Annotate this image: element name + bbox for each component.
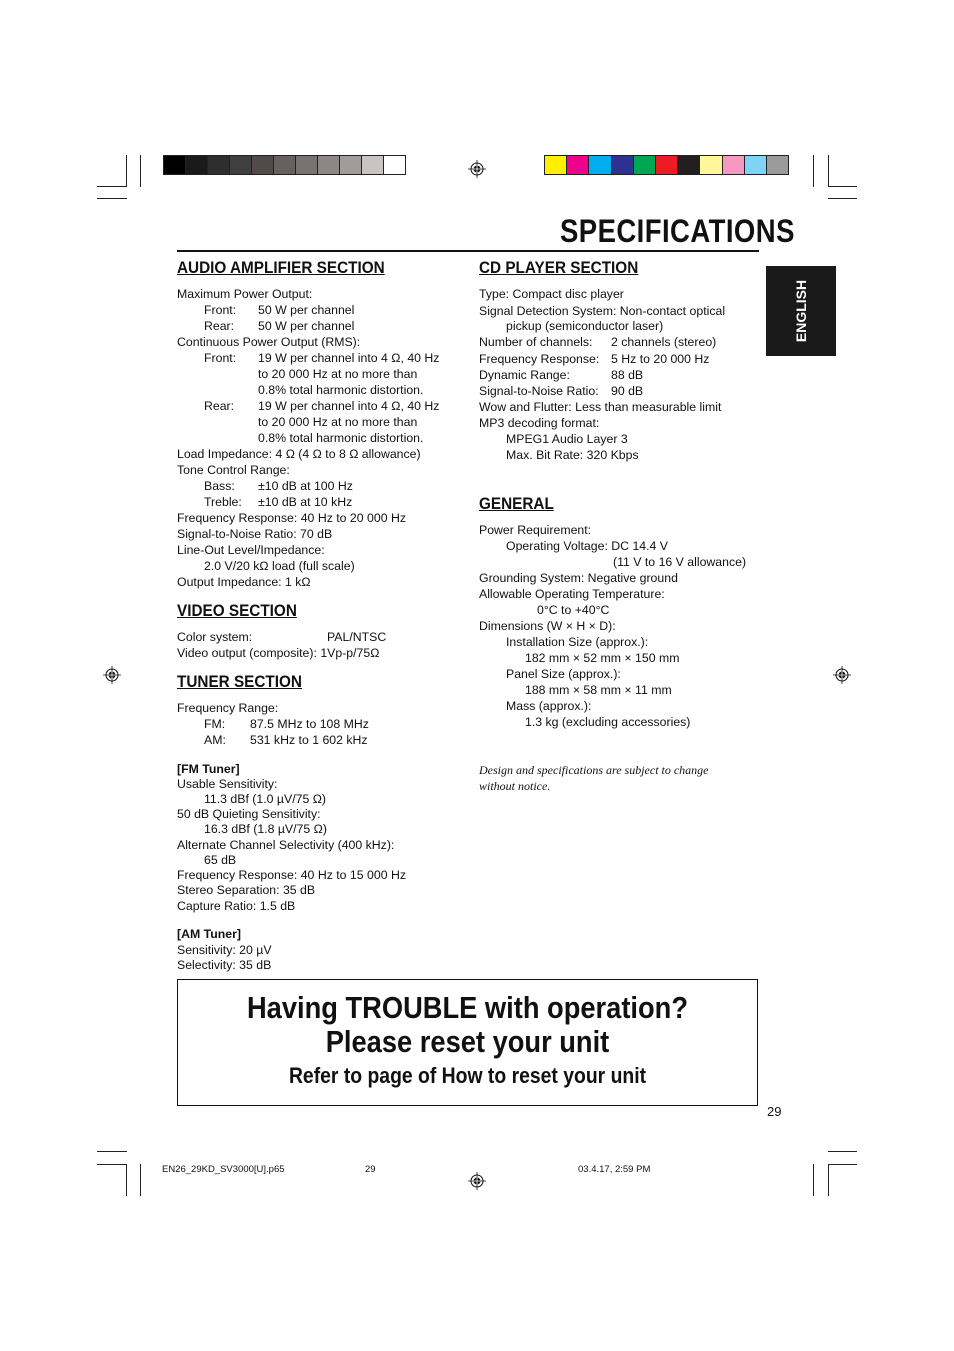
spec-label: Rear:: [204, 399, 235, 413]
spec-line: MP3 decoding format:: [479, 416, 600, 430]
color-swatch: [588, 155, 611, 175]
color-swatch: [229, 155, 252, 175]
footer-date: 03.4.17, 2:59 PM: [578, 1164, 651, 1175]
spec-value: 0.8% total harmonic distortion.: [258, 431, 424, 445]
crop-mark: [828, 1164, 829, 1196]
spec-line: Selectivity: 35 dB: [177, 958, 272, 972]
spec-value: 11.3 dBf (1.0 µV/75 Ω): [204, 792, 327, 806]
footer-page: 29: [365, 1164, 376, 1175]
spec-line: Output Impedance: 1 kΩ: [177, 575, 311, 589]
spec-value: to 20 000 Hz at no more than: [258, 415, 418, 429]
color-swatch: [633, 155, 656, 175]
crop-mark: [97, 1151, 127, 1152]
spec-label: Rear:: [204, 319, 235, 333]
crop-mark: [828, 1164, 857, 1165]
spec-value: 188 mm × 58 mm × 11 mm: [525, 683, 672, 697]
spec-value: 19 W per channel into 4 Ω, 40 Hz: [258, 351, 440, 365]
crop-mark: [828, 155, 829, 187]
spec-line: Grounding System: Negative ground: [479, 571, 678, 585]
crop-mark: [828, 1151, 857, 1152]
language-tab-label: ENGLISH: [793, 279, 809, 343]
spec-label: Front:: [204, 351, 237, 365]
registration-mark-icon: [103, 666, 121, 684]
color-swatch: [185, 155, 208, 175]
page-number: 29: [767, 1104, 782, 1119]
spec-value: 1.3 kg (excluding accessories): [525, 715, 691, 729]
crop-mark: [126, 155, 127, 187]
spec-line: Maximum Power Output:: [177, 287, 313, 301]
spec-value: 90 dB: [611, 384, 644, 398]
registration-mark-icon: [468, 160, 486, 178]
color-swatch: [361, 155, 384, 175]
spec-value: ±10 dB at 100 Hz: [258, 479, 353, 493]
crop-mark: [828, 186, 857, 187]
spec-value: 2.0 V/20 kΩ load (full scale): [204, 559, 355, 573]
title-rule: [177, 250, 759, 252]
crop-mark: [97, 186, 127, 187]
cd-player-heading: CD PLAYER SECTION: [479, 258, 639, 277]
color-swatch: [339, 155, 362, 175]
spec-line: Dimensions (W × H × D):: [479, 619, 616, 633]
spec-value: 50 W per channel: [258, 303, 355, 317]
spec-line: Signal-to-Noise Ratio: 70 dB: [177, 527, 333, 541]
spec-line: 50 dB Quieting Sensitivity:: [177, 807, 321, 821]
spec-label: FM:: [204, 717, 226, 731]
am-tuner-subheading: [AM Tuner]: [177, 927, 241, 941]
fm-tuner-subheading: [FM Tuner]: [177, 762, 240, 776]
spec-value: 19 W per channel into 4 Ω, 40 Hz: [258, 399, 440, 413]
spec-line: Power Requirement:: [479, 523, 592, 537]
language-tab: [766, 266, 836, 356]
tuner-section-heading: TUNER SECTION: [177, 672, 302, 691]
spec-label: Bass:: [204, 479, 235, 493]
spec-label: Frequency Response:: [479, 352, 600, 366]
spec-value: 16.3 dBf (1.8 µV/75 Ω): [204, 822, 327, 836]
crop-mark: [97, 198, 127, 199]
color-swatch: [383, 155, 406, 175]
spec-label: Signal-to-Noise Ratio:: [479, 384, 599, 398]
spec-line: Type: Compact disc player: [479, 287, 624, 301]
spec-value: 0°C to +40°C: [537, 603, 610, 617]
spec-line: Alternate Channel Selectivity (400 kHz):: [177, 838, 395, 852]
reset-notice-line: Having TROUBLE with operation?: [246, 990, 689, 1025]
crop-mark: [813, 155, 814, 187]
spec-line: Frequency Response: 40 Hz to 20 000 Hz: [177, 511, 406, 525]
spec-label: Treble:: [204, 495, 242, 509]
reset-notice-line: Please reset your unit: [325, 1024, 610, 1059]
spec-label: AM:: [204, 733, 226, 747]
color-swatch: [722, 155, 745, 175]
spec-value: MPEG1 Audio Layer 3: [506, 432, 628, 446]
spec-value: (11 V to 16 V allowance): [613, 555, 747, 569]
spec-value: 50 W per channel: [258, 319, 355, 333]
spec-label: Color system:: [177, 630, 253, 644]
spec-line: Installation Size (approx.):: [506, 635, 649, 649]
spec-line: Stereo Separation: 35 dB: [177, 883, 316, 897]
spec-line: Usable Sensitivity:: [177, 777, 278, 791]
video-section-heading: VIDEO SECTION: [177, 601, 297, 620]
spec-value: 531 kHz to 1 602 kHz: [250, 733, 368, 747]
spec-line: Allowable Operating Temperature:: [479, 587, 665, 601]
spec-value: 65 dB: [204, 853, 237, 867]
color-swatch: [317, 155, 340, 175]
color-swatch: [544, 155, 567, 175]
color-swatch: [744, 155, 767, 175]
spec-value: 88 dB: [611, 368, 644, 382]
page-title: SPECIFICATIONS: [560, 213, 795, 249]
spec-line: Continuous Power Output (RMS):: [177, 335, 361, 349]
general-heading: GENERAL: [479, 494, 554, 513]
spec-line: Operating Voltage: DC 14.4 V: [506, 539, 669, 553]
color-swatch: [566, 155, 589, 175]
spec-value: 87.5 MHz to 108 MHz: [250, 717, 369, 731]
spec-value: ±10 dB at 10 kHz: [258, 495, 353, 509]
reset-notice-subline: Refer to page of How to reset your unit: [288, 1063, 647, 1088]
spec-line: Tone Control Range:: [177, 463, 290, 477]
spec-line: Mass (approx.):: [506, 699, 592, 713]
color-swatch: [207, 155, 230, 175]
color-swatch: [251, 155, 274, 175]
spec-value: pickup (semiconductor laser): [506, 319, 664, 333]
reset-notice-box: [177, 979, 758, 1106]
spec-label: Number of channels:: [479, 335, 593, 349]
registration-mark-icon: [468, 1172, 486, 1190]
spec-value: 0.8% total harmonic distortion.: [258, 383, 424, 397]
color-swatch: [295, 155, 318, 175]
spec-label: Dynamic Range:: [479, 368, 570, 382]
color-swatch: [699, 155, 722, 175]
spec-line: Signal Detection System: Non-contact optical: [479, 304, 726, 318]
registration-mark-icon: [833, 666, 851, 684]
spec-value: to 20 000 Hz at no more than: [258, 367, 418, 381]
color-swatch: [611, 155, 634, 175]
color-swatch: [163, 155, 186, 175]
spec-value: 2 channels (stereo): [611, 335, 717, 349]
spec-line: Line-Out Level/Impedance:: [177, 543, 325, 557]
spec-line: Panel Size (approx.):: [506, 667, 621, 681]
disclaimer-note: without notice.: [479, 779, 551, 793]
spec-value: 5 Hz to 20 000 Hz: [611, 352, 710, 366]
audio-amplifier-heading: AUDIO AMPLIFIER SECTION: [177, 258, 385, 277]
spec-line: Frequency Range:: [177, 701, 279, 715]
spec-label: Front:: [204, 303, 237, 317]
color-swatch: [655, 155, 678, 175]
crop-mark: [828, 198, 857, 199]
spec-value: PAL/NTSC: [327, 630, 387, 644]
spec-line: Video output (composite): 1Vp-p/75Ω: [177, 646, 380, 660]
crop-mark: [97, 1164, 127, 1165]
footer-filename: EN26_29KD_SV3000[U].p65: [162, 1164, 285, 1175]
spec-line: Wow and Flutter: Less than measurable limit: [479, 400, 722, 414]
crop-mark: [140, 1164, 141, 1196]
crop-mark: [140, 155, 141, 187]
color-swatch: [273, 155, 296, 175]
crop-mark: [126, 1164, 127, 1196]
spec-value: 182 mm × 52 mm × 150 mm: [525, 651, 680, 665]
spec-line: Frequency Response: 40 Hz to 15 000 Hz: [177, 868, 406, 882]
color-swatch: [677, 155, 700, 175]
color-swatch: [766, 155, 789, 175]
spec-value: Max. Bit Rate: 320 Kbps: [506, 448, 639, 462]
disclaimer-note: Design and specifications are subject to change: [479, 763, 709, 777]
spec-line: Capture Ratio: 1.5 dB: [177, 899, 296, 913]
spec-line: Sensitivity: 20 µV: [177, 943, 272, 957]
crop-mark: [813, 1164, 814, 1196]
spec-line: Load Impedance: 4 Ω (4 Ω to 8 Ω allowance): [177, 447, 421, 461]
